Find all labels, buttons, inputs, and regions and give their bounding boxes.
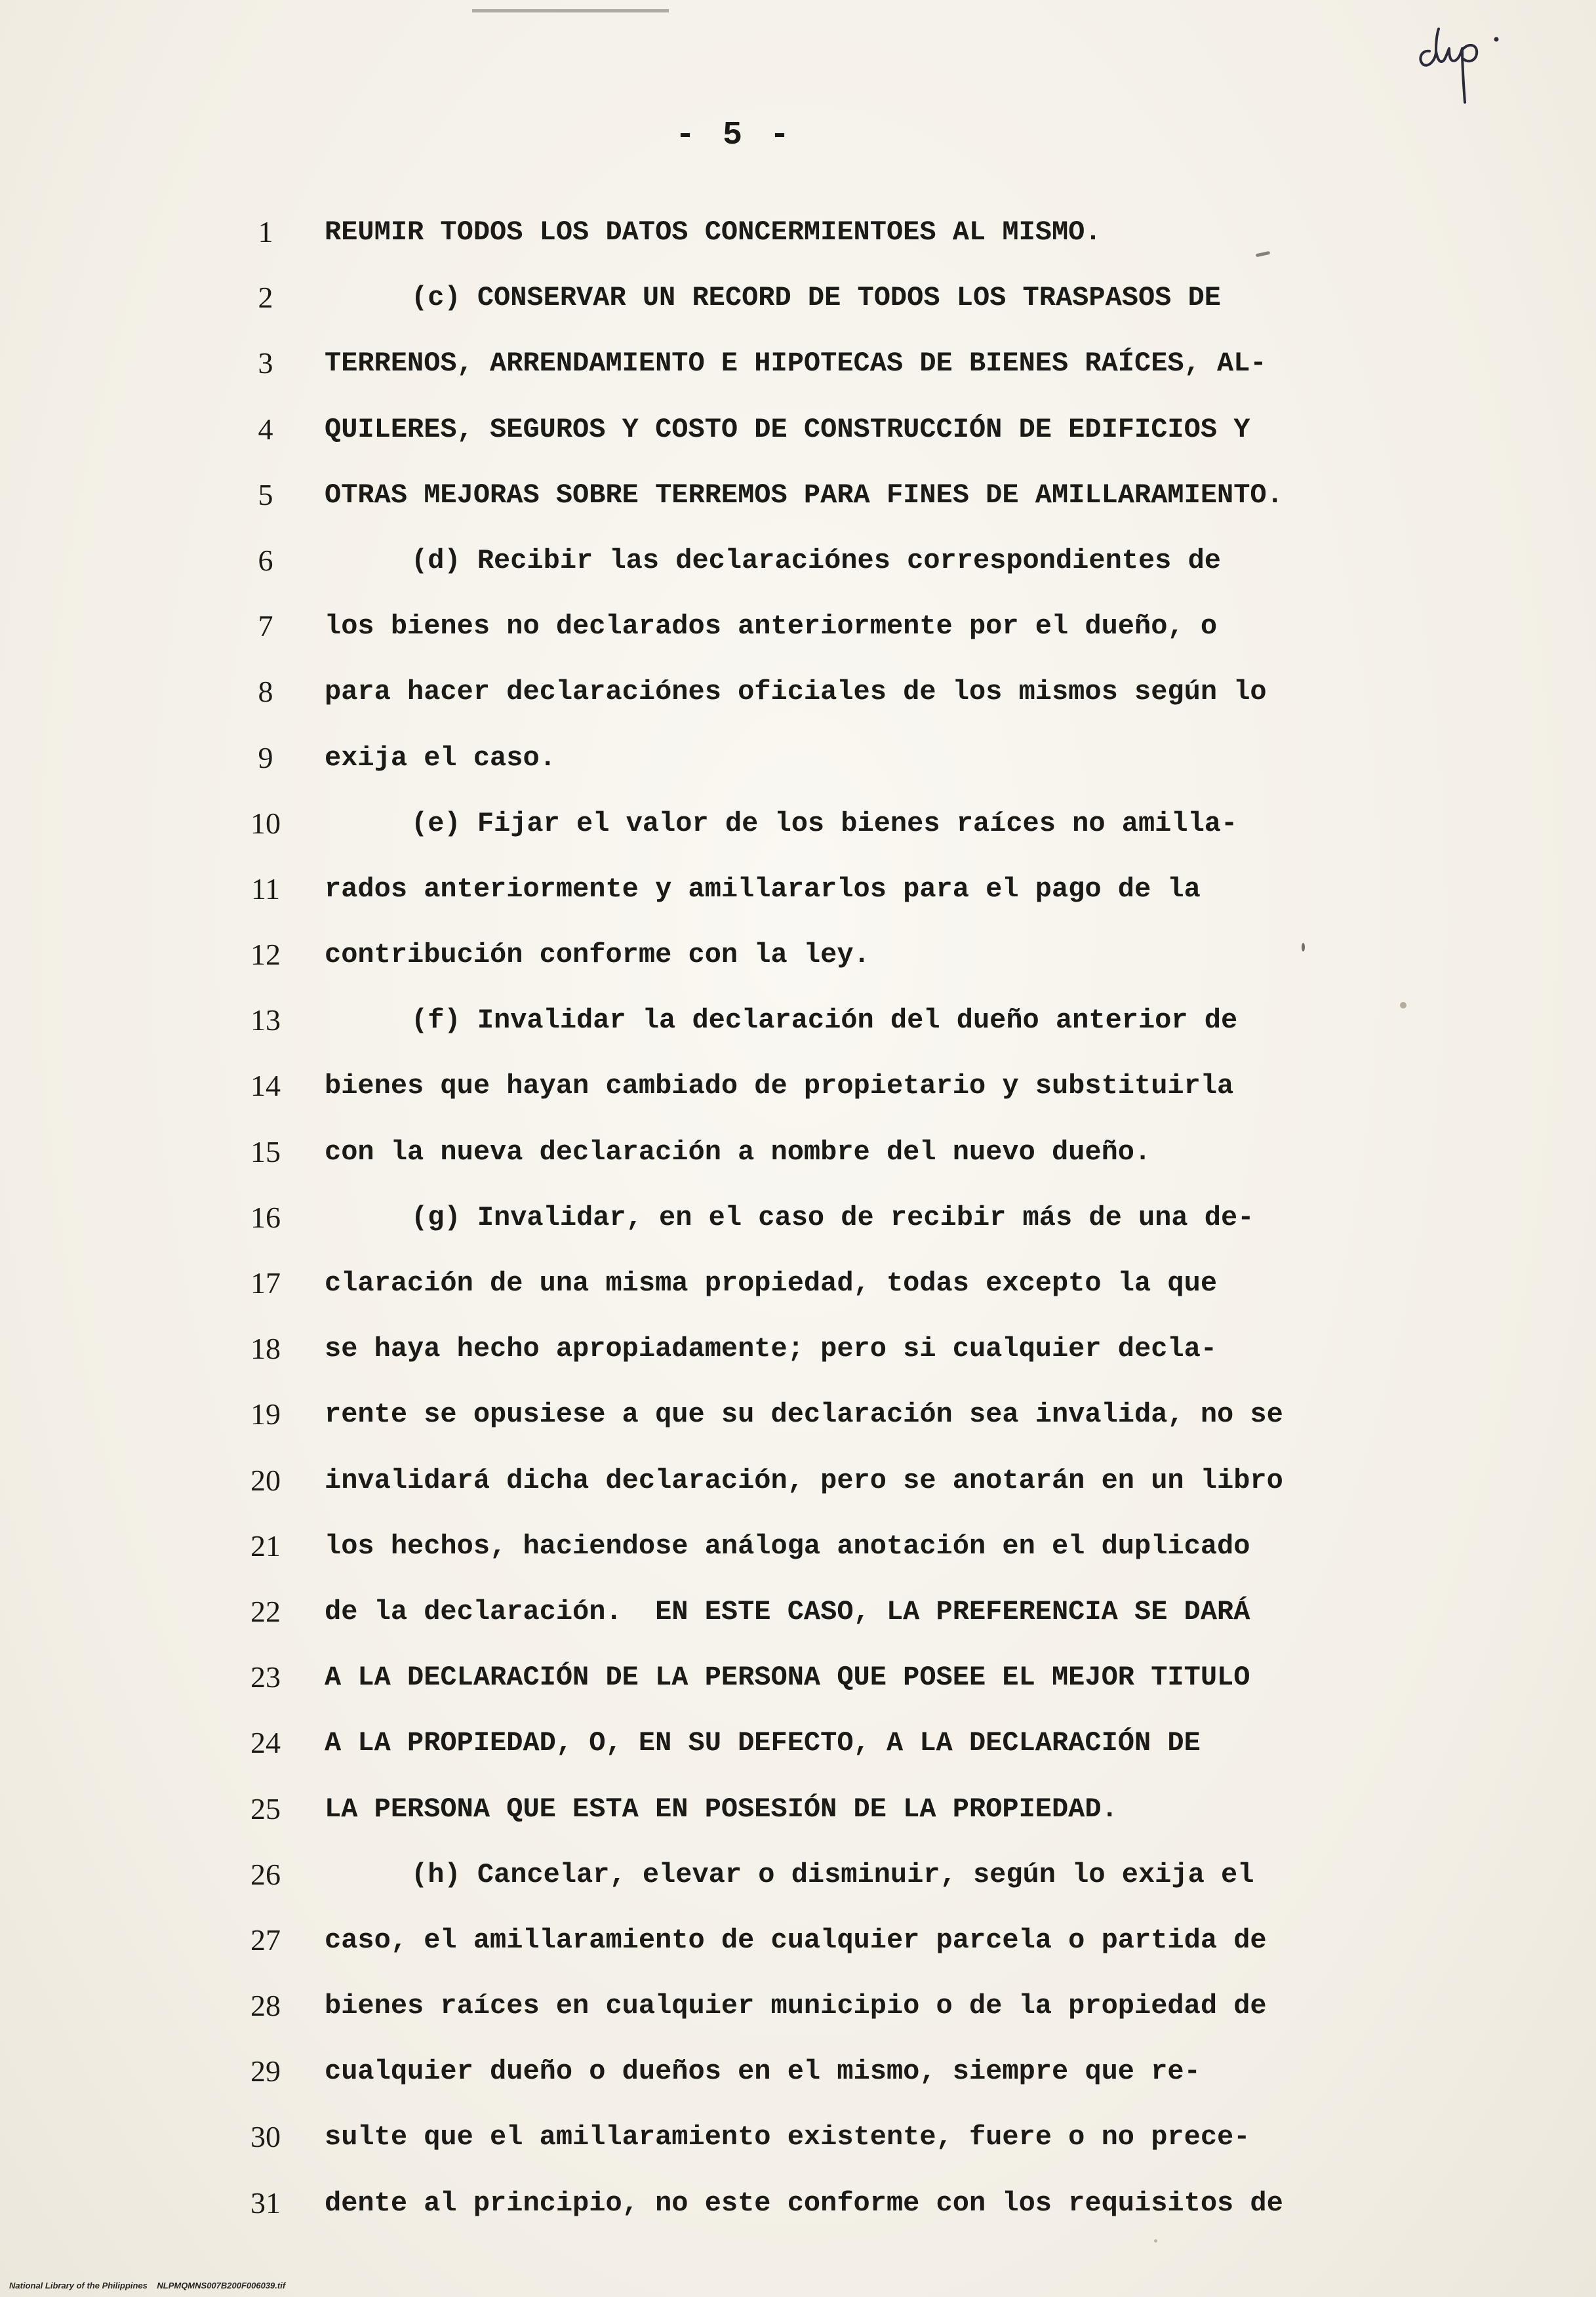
line-text: sulte que el amillaramiento existente, fuere o no prece- [325, 2121, 1250, 2153]
line-number: 7 [258, 609, 273, 643]
text-line [0, 999, 1596, 1065]
text-line [0, 1460, 1596, 1525]
text-line [0, 1065, 1596, 1130]
line-number: 14 [250, 1069, 281, 1103]
text-line [0, 868, 1596, 934]
text-line [0, 934, 1596, 999]
line-text: bienes raíces en cualquier municipio o de la propiedad de [325, 1990, 1267, 2022]
line-number: 5 [258, 477, 273, 511]
line-text: A LA DECLARACIÓN DE LA PERSONA QUE POSEE EL MEJOR TITULO [325, 1662, 1250, 1694]
line-number: 11 [250, 871, 281, 906]
top-edge-ink-mark [472, 0, 669, 12]
text-line [0, 1656, 1596, 1722]
text-line [0, 1788, 1596, 1854]
numbered-text-body [0, 211, 1596, 2248]
text-line [0, 211, 1596, 277]
text-line [0, 2182, 1596, 2248]
text-line [0, 1262, 1596, 1328]
text-line [0, 1393, 1596, 1459]
line-number: 21 [250, 1528, 281, 1563]
page-number: - 5 - [675, 117, 794, 154]
line-text: rente se opusiese a que su declaración sea invalida, no se [325, 1399, 1283, 1431]
line-number: 8 [258, 675, 273, 709]
line-text: (g) Invalidar, en el caso de recibir más de una de- [411, 1201, 1254, 1233]
line-text: los bienes no declarados anteriormente por el dueño, o [325, 610, 1218, 643]
line-text: invalidará dicha declaración, pero se anotarán en un libro [325, 1464, 1283, 1496]
line-text: cualquier dueño o dueños en el mismo, siempre que re- [325, 2056, 1201, 2088]
line-text: los hechos, haciendose análoga anotación en el duplicado [325, 1530, 1250, 1562]
line-number: 2 [258, 281, 273, 315]
text-line [0, 605, 1596, 671]
line-text: REUMIR TODOS LOS DATOS CONCERMIENTOES AL MISMO. [325, 216, 1102, 248]
line-text: LA PERSONA QUE ESTA EN POSESIÓN DE LA PROPIEDAD. [325, 1793, 1118, 1825]
line-text: TERRENOS, ARRENDAMIENTO E HIPOTECAS DE BIENES RAÍCES, AL- [325, 348, 1267, 380]
line-text: (h) Cancelar, elevar o disminuir, según lo exija el [411, 1858, 1254, 1890]
text-line [0, 277, 1596, 342]
line-number: 29 [250, 2054, 281, 2088]
line-number: 28 [250, 1989, 281, 2023]
text-line [0, 2116, 1596, 2182]
line-number: 19 [250, 1397, 281, 1431]
line-text: contribución conforme con la ley. [325, 939, 870, 971]
line-number: 17 [250, 1266, 281, 1300]
handwritten-annotation [1410, 13, 1515, 105]
line-number: 30 [250, 2120, 281, 2154]
text-line [0, 1985, 1596, 2050]
text-line [0, 540, 1596, 605]
line-text: (d) Recibir las declaraciónes correspondientes de [411, 544, 1222, 576]
line-text: claración de una misma propiedad, todas excepto la que [325, 1268, 1218, 1299]
line-number: 23 [250, 1660, 281, 1694]
line-text: QUILERES, SEGUROS Y COSTO DE CONSTRUCCIÓN DE EDIFICIOS Y [325, 413, 1250, 445]
line-number: 25 [250, 1791, 281, 1826]
line-number: 26 [250, 1857, 281, 1891]
text-line [0, 803, 1596, 868]
handwritten-dup-signature [1410, 13, 1515, 105]
text-line [0, 1131, 1596, 1197]
text-line [0, 474, 1596, 540]
ink-speck [1400, 1002, 1406, 1009]
line-text: A LA PROPIEDAD, O, EN SU DEFECTO, A LA DECLARACIÓN DE [325, 1727, 1201, 1759]
line-number: 24 [250, 1726, 281, 1760]
ink-speck [1302, 943, 1305, 951]
text-line [0, 2050, 1596, 2116]
line-number: 20 [250, 1463, 281, 1497]
scan-footer-text: National Library of the Philippines NLPMQMNS007B200F006039.tif [9, 2281, 286, 2290]
text-line [0, 1591, 1596, 1656]
text-line [0, 409, 1596, 474]
line-text: con la nueva declaración a nombre del nuevo dueño. [325, 1136, 1151, 1168]
line-text: caso, el amillaramiento de cualquier parcela o partida de [325, 1924, 1267, 1956]
ink-speck [1154, 2239, 1157, 2243]
line-number: 10 [250, 806, 281, 840]
line-text: rados anteriormente y amillararlos para el pago de la [325, 873, 1201, 905]
line-number: 12 [250, 938, 281, 972]
line-text: bienes que hayan cambiado de propietario y substituirla [325, 1070, 1234, 1102]
line-number: 31 [250, 2186, 281, 2220]
text-line [0, 1328, 1596, 1393]
line-text: (f) Invalidar la declaración del dueño anterior de [411, 1005, 1238, 1037]
line-text: dente al principio, no este conforme con los requisitos de [325, 2187, 1283, 2219]
line-number: 16 [250, 1200, 281, 1234]
line-text: de la declaración. EN ESTE CASO, LA PREFERENCIA SE DARÁ [325, 1595, 1250, 1628]
line-number: 1 [258, 215, 273, 249]
line-number: 18 [250, 1332, 281, 1366]
text-line [0, 1525, 1596, 1591]
text-line [0, 1722, 1596, 1788]
line-text: (c) CONSERVAR UN RECORD DE TODOS LOS TRASPASOS DE [411, 282, 1222, 314]
line-number: 15 [250, 1134, 281, 1168]
line-text: (e) Fijar el valor de los bienes raíces no amilla- [411, 807, 1238, 839]
text-line [0, 1197, 1596, 1262]
line-number: 27 [250, 1923, 281, 1957]
text-line [0, 1854, 1596, 1919]
line-number: 13 [250, 1003, 281, 1037]
text-line [0, 1919, 1596, 1985]
line-number: 4 [258, 412, 273, 446]
line-number: 6 [258, 543, 273, 577]
line-text: OTRAS MEJORAS SOBRE TERREMOS PARA FINES DE AMILLARAMIENTO. [325, 479, 1283, 511]
line-number: 9 [258, 740, 273, 774]
line-text: exija el caso. [325, 742, 556, 774]
line-number: 22 [250, 1594, 281, 1628]
text-line [0, 671, 1596, 736]
text-line [0, 342, 1596, 408]
line-number: 3 [258, 346, 273, 380]
line-text: para hacer declaraciónes oficiales de los mismos según lo [325, 676, 1267, 708]
line-text: se haya hecho apropiadamente; pero si cualquier decla- [325, 1333, 1218, 1365]
text-line [0, 737, 1596, 803]
